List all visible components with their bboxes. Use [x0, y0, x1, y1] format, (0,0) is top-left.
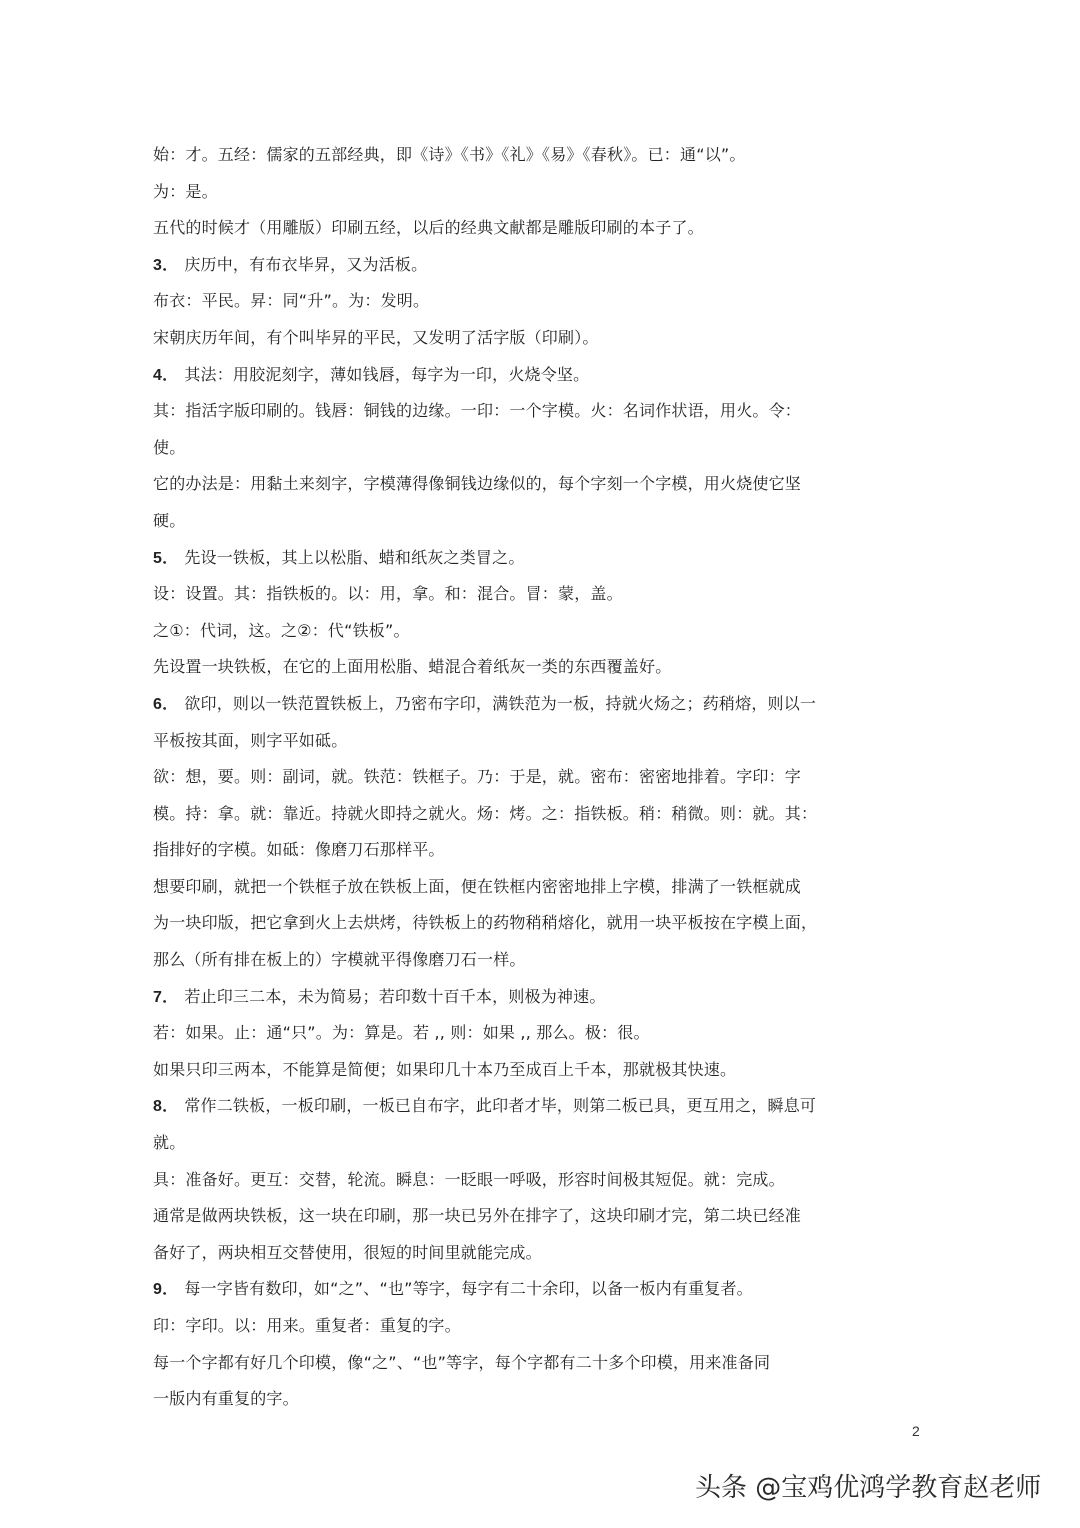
item-number: 4． — [153, 366, 179, 384]
line-text: 宋朝庆历年间，有个叫毕昇的平民，又发明了活字版（印刷）。 — [153, 327, 599, 347]
line-text: 如果只印三两本，不能算是简便；如果印几十本乃至成百上千本，那就极其快速。 — [153, 1059, 737, 1079]
text-line — [153, 466, 853, 503]
text-line — [153, 796, 853, 833]
text-line — [153, 430, 853, 467]
document-body — [153, 137, 853, 1418]
text-line — [153, 1235, 853, 1272]
text-line — [153, 942, 853, 979]
line-text: 就。 — [153, 1133, 186, 1153]
text-line — [153, 1052, 853, 1089]
line-text: 它的办法是：用黏土来刻字，字模薄得像铜钱边缘似的，每个字刻一个字模，用火烧使它坚 — [153, 474, 802, 494]
line-text: 其法：用胶泥刻字，薄如钱唇，每字为一印，火烧令坚。 — [184, 364, 590, 384]
item-number: 5． — [153, 549, 179, 567]
line-text: 先设置一块铁板，在它的上面用松脂、蜡混合着纸灰一类的东西覆盖好。 — [153, 657, 672, 677]
line-text: 指排好的字模。如砥：像磨刀石那样平。 — [153, 840, 445, 860]
line-text: 五代的时候才（用雕版）印刷五经，以后的经典文献都是雕版印刷的本子了。 — [153, 218, 704, 238]
text-line — [153, 1198, 853, 1235]
line-text: 常作二铁板，一板印刷，一板已自布字，此印者才毕，则第二板已具，更互用之，瞬息可 — [184, 1096, 817, 1116]
text-line — [153, 1381, 853, 1418]
text-line — [153, 1015, 853, 1052]
text-line — [153, 1125, 853, 1162]
line-text: 想要印刷，就把一个铁框子放在铁板上面，便在铁框内密密地排上字模，排满了一铁框就成 — [153, 876, 802, 896]
line-text: 之①：代词，这。之②：代“铁板”。 — [153, 620, 410, 640]
text-line — [153, 210, 853, 247]
text-line — [153, 393, 853, 430]
line-text: 始：才。五经：儒家的五部经典，即《诗》《书》《礼》《易》《春秋》。已：通“以”。 — [153, 145, 746, 164]
line-text: 若：如果。止：通“只”。为：算是。若 ,, 则：如果 ,, 那么。极：很。 — [153, 1023, 650, 1043]
line-text: 硬。 — [153, 510, 186, 530]
line-text: 每一个字都有好几个印模，像“之”、“也”等字，每个字都有二十多个印模，用来准备同 — [153, 1352, 771, 1372]
text-line — [153, 576, 853, 613]
line-text: 通常是做两块铁板，这一块在印刷，那一块已另外在排字了，这块印刷才完，第二块已经准 — [153, 1206, 802, 1226]
text-line — [153, 1345, 853, 1382]
text-line — [153, 613, 853, 650]
item-number: 8． — [153, 1098, 179, 1116]
line-text: 庆历中，有布衣毕昇，又为活板。 — [184, 254, 428, 274]
line-text: 平板按其面，则字平如砥。 — [153, 730, 348, 750]
numbered-line — [153, 979, 853, 1016]
line-text: 印：字印。以：用来。重复者：重复的字。 — [153, 1316, 461, 1335]
numbered-line — [153, 357, 853, 394]
line-text: 设：设置。其：指铁板的。以：用，拿。和：混合。冒：蒙，盖。 — [153, 584, 623, 604]
text-line — [153, 1308, 853, 1345]
text-line — [153, 869, 853, 906]
text-line — [153, 759, 853, 796]
text-line — [153, 174, 853, 211]
text-line — [153, 1162, 853, 1199]
line-text: 为一块印版，把它拿到火上去烘烤，待铁板上的药物稍稍熔化，就用一块平板按在字模上面， — [153, 913, 818, 933]
line-text: 欲印，则以一铁范置铁板上，乃密布字印，满铁范为一板，持就火炀之；药稍熔，则以一 — [184, 693, 817, 713]
numbered-line — [153, 1271, 853, 1308]
text-line — [153, 723, 853, 760]
numbered-line — [153, 247, 853, 284]
text-line — [153, 649, 853, 686]
line-text: 为：是。 — [153, 181, 218, 201]
item-number: 9． — [153, 1281, 179, 1299]
item-number: 3． — [153, 256, 179, 274]
line-text: 具：准备好。更互：交替，轮流。瞬息：一眨眼一呼吸，形容时间极其短促。就：完成。 — [153, 1169, 785, 1189]
text-line — [153, 137, 853, 174]
watermark-text: 头条 @宝鸡优鸿学教育赵老师 — [695, 1473, 1042, 1503]
text-line — [153, 283, 853, 320]
numbered-line — [153, 1088, 853, 1125]
line-text: 布衣：平民。昇：同“升”。为：发明。 — [153, 291, 430, 311]
text-line — [153, 832, 853, 869]
line-text: 先设一铁板，其上以松脂、蜡和纸灰之类冒之。 — [184, 547, 525, 567]
line-text: 备好了，两块相互交替使用，很短的时间里就能完成。 — [153, 1242, 542, 1262]
line-text: 使。 — [153, 437, 186, 457]
line-text: 每一字皆有数印，如“之”、“也”等字，每字有二十余印，以备一板内有重复者。 — [184, 1279, 753, 1299]
page-number: 2 — [912, 1423, 920, 1439]
line-text: 若止印三二本，未为简易；若印数十百千本，则极为神速。 — [184, 986, 606, 1006]
line-text: 欲：想，要。则：副词，就。铁范：铁框子。乃：于是，就。密布：密密地排着。字印：字 — [153, 767, 802, 787]
item-number: 7． — [153, 988, 179, 1006]
item-number: 6． — [153, 695, 179, 713]
line-text: 模。持：拿。就：靠近。持就火即持之就火。炀：烤。之：指铁板。稍：稍微。则：就。其： — [153, 803, 818, 823]
line-text: 一版内有重复的字。 — [153, 1389, 299, 1409]
text-line — [153, 905, 853, 942]
text-line — [153, 320, 853, 357]
line-text: 那么（所有排在板上的）字模就平得像磨刀石一样。 — [153, 950, 526, 970]
line-text: 其：指活字版印刷的。钱唇：铜钱的边缘。一印：一个字模。火：名词作状语，用火。令： — [153, 401, 802, 421]
numbered-line — [153, 540, 853, 577]
numbered-line — [153, 686, 853, 723]
text-line — [153, 503, 853, 540]
